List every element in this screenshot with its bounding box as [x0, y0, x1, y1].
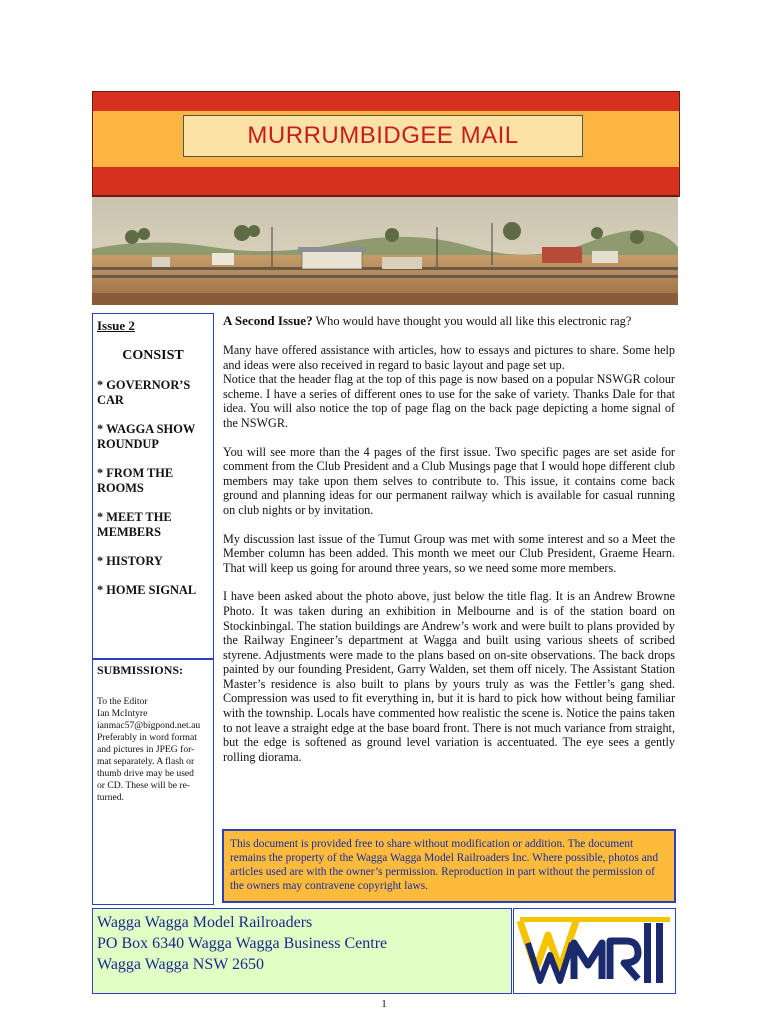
submissions-line: or CD. These will be re-	[97, 780, 191, 791]
submissions-line: turned.	[97, 792, 124, 803]
article-lead	[223, 313, 675, 329]
masthead-title: MURRUMBIDGEE MAIL	[247, 122, 519, 149]
submissions-line: and pictures in JPEG for-	[97, 744, 195, 755]
masthead-box	[183, 115, 583, 157]
station-diorama-image	[92, 197, 678, 303]
flag-band-bottom	[93, 167, 679, 196]
submissions-box	[92, 659, 214, 905]
consist-item: * WAGGA SHOW ROUNDUP	[97, 422, 196, 451]
consist-item: * HOME SIGNAL	[97, 583, 197, 597]
header-flag	[92, 91, 680, 197]
article-paragraph: Notice that the header flag at the top of this page is now based on a popular NSWGR colour scheme. I have a series of different ones to use for the sake of variety. Thanks Dale for that idea. You will also notice the top of page flag on the back page depicting a home signal of the NSWGR.	[223, 372, 675, 430]
submissions-line: Ian McIntyre	[97, 708, 148, 719]
consist-item: * GOVERNOR’S CAR	[97, 378, 191, 407]
layout-photo	[92, 195, 678, 305]
issue-number: Issue 2	[97, 318, 135, 333]
consist-heading: CONSIST	[122, 348, 184, 363]
contents-sidebar	[92, 313, 214, 659]
wmr-logo	[513, 908, 676, 994]
flag-band-top	[93, 92, 679, 111]
copyright-notice: This document is provided free to share without modification or addition. The document remains the property of the Wagga Wagga Model Railroaders Inc. Where possible, photos and articles used are with the owner’s permission. Reproduction in part without the permission of the owners may contravene copyright laws.	[222, 829, 676, 903]
consist-item: * HISTORY	[97, 554, 163, 568]
article-paragraph: I have been asked about the photo above, just below the title flag. It is an Andrew Browne Photo. It was taken during an exhibition in Melbourne and is of the station board on Stockinbingal. The station buildings are Andrew’s work and were built to plans provided by the Railway Engineer’s department at Wagga and built using various sheets of scribed styrene. Adjustments were made to the plans based on on-site observations. The back drops painted by our founding President, Garry Walden, set them off nicely. The Assistant Station Master’s residence is also built to plans by yours truly as was the Fettler’s gang shed. Compression was used to fit everything in, but it is hard to pick how without being familiar with the township. Locals have commented how realistic the scene is. Notice the pains taken to not leave a straight edge at the base board front. There is not much variance from straight, but the edge is softened as ground level variation is accentuated. The eye sees a gently rolling diorama.	[223, 589, 675, 764]
consist-item: * MEET THE MEMBERS	[97, 510, 172, 539]
article-paragraph: You will see more than the 4 pages of the first issue. Two specific pages are set aside for comment from the Club President and a Club Musings page that I would hope different club members may take upon them selves to contribute to. This issue, it contains come back ground and planning ideas for our permanent railway which is available for casual running on club nights or by invitation.	[223, 444, 675, 517]
submissions-line: Preferably in word format	[97, 732, 197, 743]
editor-email: ianmac57@bigpond.net.au	[97, 720, 201, 731]
address-line: Wagga Wagga Model Railroaders	[97, 914, 313, 931]
submissions-line: mat separately. A flash or	[97, 756, 195, 767]
club-address	[92, 908, 512, 994]
wmr-logo-graphic	[514, 909, 675, 993]
submissions-line: thumb drive may be used	[97, 768, 194, 779]
main-article	[223, 313, 675, 778]
page-number: 1	[381, 998, 387, 1010]
consist-item: * FROM THE ROOMS	[97, 466, 174, 495]
article-paragraph: My discussion last issue of the Tumut Group was met with some interest and so a Meet the Member column has been added. This month we meet our Club President, Graeme Hearn. That will keep us going for around three years, so we need some more members.	[223, 531, 675, 575]
article-paragraph: Many have offered assistance with articles, how to essays and pictures to share. Some help and ideas were also received in regard to basic layout and page set up.	[223, 343, 675, 372]
address-line: Wagga Wagga NSW 2650	[97, 956, 265, 973]
article-lead-text: Who would have thought you would all like this electronic rag?	[312, 314, 632, 328]
submissions-heading: SUBMISSIONS:	[97, 663, 184, 677]
article-heading: A Second Issue?	[223, 313, 313, 328]
address-line: PO Box 6340 Wagga Wagga Business Centre	[97, 935, 388, 952]
submissions-line: To the Editor	[97, 696, 148, 707]
